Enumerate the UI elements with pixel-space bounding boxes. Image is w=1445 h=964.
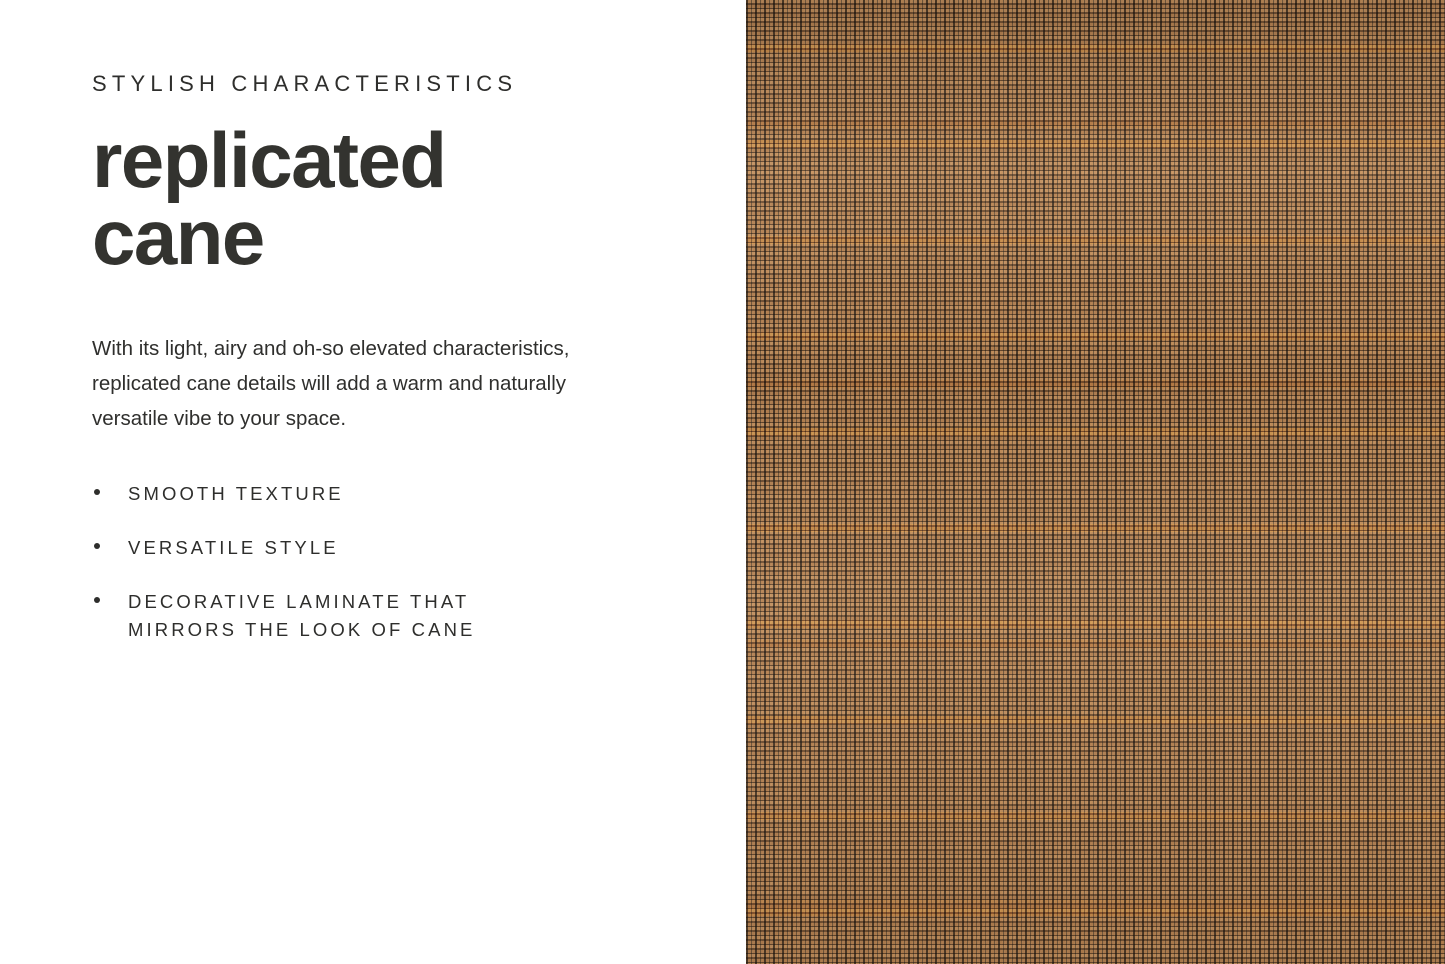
cane-texture-image [746, 0, 1445, 964]
feature-label: DECORATIVE LAMINATE THAT [128, 590, 470, 612]
feature-label: VERSATILE STYLE [128, 537, 339, 559]
page-title: replicated cane [92, 116, 446, 282]
text-content [92, 72, 662, 643]
bullet-icon [94, 597, 100, 603]
list-item [92, 480, 662, 508]
feature-list [92, 480, 662, 643]
feature-label: SMOOTH TEXTURE [128, 483, 344, 505]
description-paragraph: With its light, airy and oh-so elevated characteristics, replicated cane details will add a warm and naturally versatile vibe to your space. [92, 336, 570, 431]
feature-label-continued: MIRRORS THE LOOK OF CANE [128, 618, 476, 640]
list-item [92, 534, 662, 562]
list-item [92, 588, 662, 644]
eyebrow-label: STYLISH CHARACTERISTICS [92, 71, 518, 96]
bullet-icon [94, 543, 100, 549]
bullet-icon [94, 489, 100, 495]
texture-noise-layer [746, 0, 1445, 964]
